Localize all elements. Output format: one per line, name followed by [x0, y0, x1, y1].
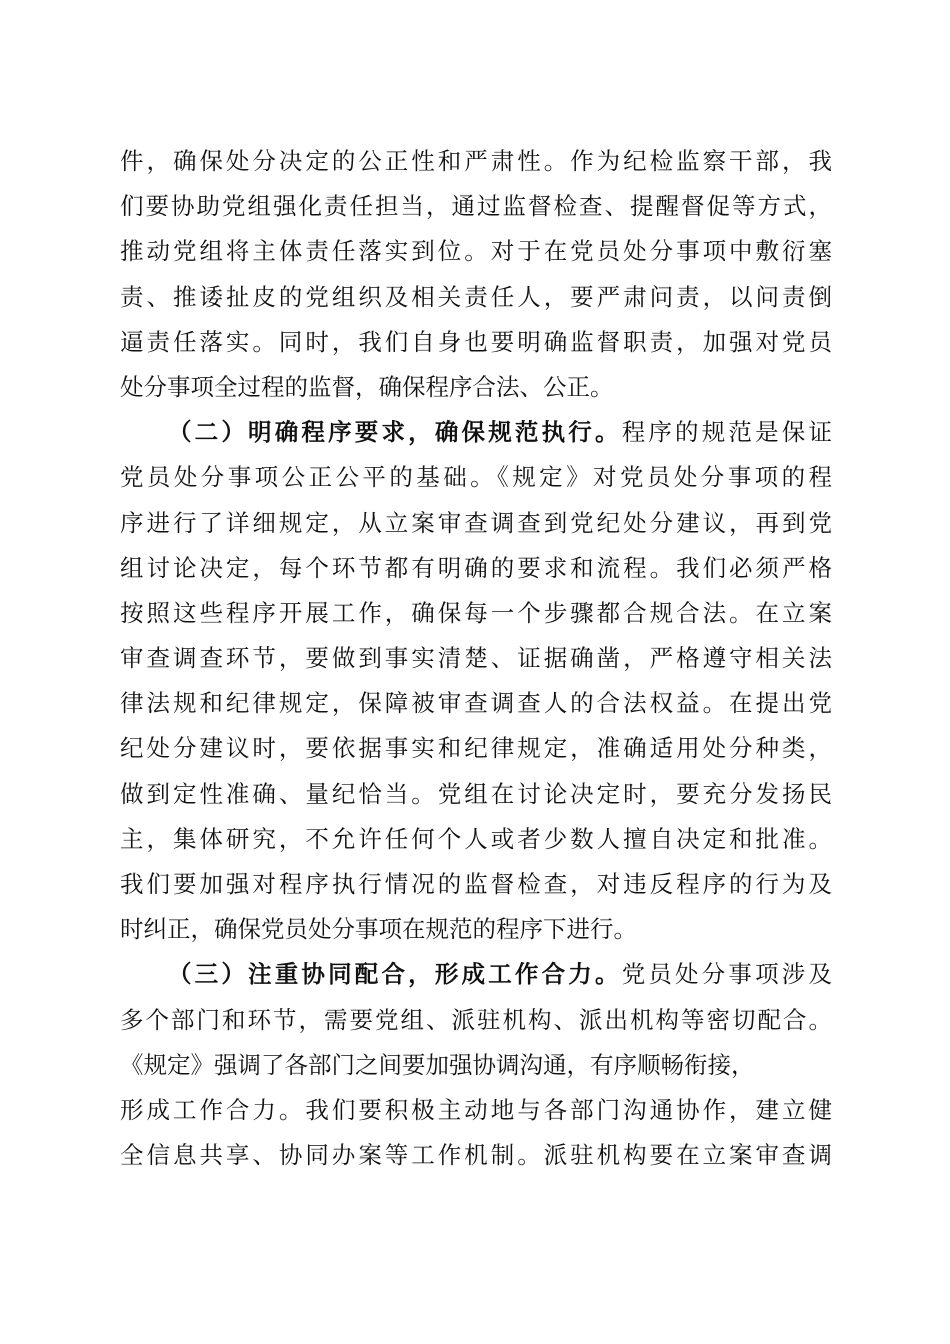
- line-text: 处分事项全过程的监督，确保程序合法、公正。: [120, 372, 614, 401]
- text-line: [120, 726, 832, 771]
- text-line: [120, 229, 832, 274]
- line-text: 形成工作合力。我们要积极主动地与各部门沟通协作，建立健: [120, 1095, 832, 1124]
- line-text: 件，确保处分决定的公正性和严肃性。作为纪检监察干部，我: [120, 147, 832, 175]
- line-text: 党员处分事项涉及: [621, 960, 832, 989]
- line-text: 推动党组将主体责任落实到位。对于在党员处分事项中敷衍塞: [120, 237, 832, 266]
- line-text: 按照这些程序开展工作，确保每一个步骤都合规合法。在立案: [120, 598, 832, 627]
- line-text: 时纠正，确保党员处分事项在规范的程序下进行。: [120, 915, 637, 944]
- text-line: [120, 636, 832, 681]
- line-text: 我们要加强对程序执行情况的监督检查，对违反程序的行为及: [120, 870, 832, 898]
- line-text: 律法规和纪律规定，保障被审查调查人的合法权益。在提出党: [120, 689, 832, 718]
- text-line: [120, 998, 832, 1043]
- body-text: [120, 139, 832, 1178]
- text-line: [120, 1088, 832, 1133]
- line-text: 《规定》强调了各部门之间要加强协调沟通，有序顺畅衔接，: [120, 1050, 755, 1079]
- text-line: [120, 1043, 832, 1088]
- line-text: 党员处分事项公正公平的基础。《规定》对党员处分事项的程: [120, 463, 832, 492]
- text-line: [120, 817, 832, 862]
- line-text: 逼责任落实。同时，我们自身也要明确监督职责，加强对党员: [120, 327, 832, 356]
- line-text: 序进行了详细规定，从立案审查调查到党纪处分建议，再到党: [120, 508, 832, 537]
- section-heading-line: [120, 952, 832, 997]
- text-line: [120, 139, 832, 184]
- text-line: [120, 365, 832, 410]
- text-line: [120, 501, 832, 546]
- text-line: [120, 455, 832, 500]
- line-text: 程序的规范是保证: [621, 418, 832, 447]
- text-line: [120, 1133, 832, 1178]
- line-text: 全信息共享、协同办案等工作机制。派驻机构要在立案审查调: [120, 1141, 832, 1170]
- section-heading: （三）注重协同配合，形成工作合力。: [168, 960, 622, 989]
- text-line: [120, 862, 832, 907]
- text-line: [120, 591, 832, 636]
- line-text: 纪处分建议时，要依据事实和纪律规定，准确适用处分种类，: [120, 734, 832, 763]
- text-line: [120, 907, 832, 952]
- line-text: 责、推诿扯皮的党组织及相关责任人，要严肃问责，以问责倒: [120, 282, 832, 311]
- line-text: 多个部门和环节，需要党组、派驻机构、派出机构等密切配合。: [120, 1005, 832, 1034]
- text-line: [120, 681, 832, 726]
- line-text: 主，集体研究，不允许任何个人或者少数人擅自决定和批准。: [120, 824, 832, 853]
- text-line: [120, 546, 832, 591]
- section-heading-line: [120, 410, 832, 455]
- line-text: 审查调查环节，要做到事实清楚、证据确凿，严格遵守相关法: [120, 644, 832, 673]
- line-text: 们要协助党组强化责任担当，通过监督检查、提醒督促等方式，: [120, 192, 832, 221]
- text-line: [120, 184, 832, 229]
- text-line: [120, 320, 832, 365]
- line-text: 做到定性准确、量纪恰当。党组在讨论决定时，要充分发扬民: [120, 779, 832, 808]
- text-line: [120, 772, 832, 817]
- line-text: 组讨论决定，每个环节都有明确的要求和流程。我们必须严格: [120, 553, 832, 582]
- section-heading: （二）明确程序要求，确保规范执行。: [168, 418, 622, 447]
- text-line: [120, 275, 832, 320]
